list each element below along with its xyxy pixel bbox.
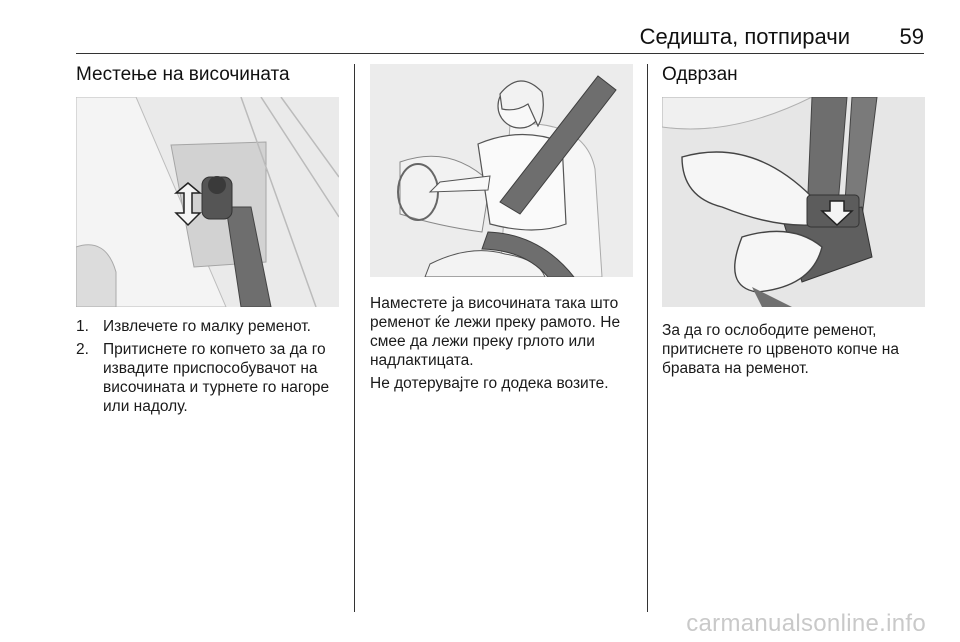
section-heading-unfasten: Одврзан xyxy=(662,64,738,85)
step-number: 2. xyxy=(76,341,89,358)
section-heading-height-adjust: Местење на височината xyxy=(76,64,290,85)
column-divider-2 xyxy=(647,64,648,612)
height-adjuster-drawing xyxy=(76,97,339,307)
watermark: carmanualsonline.info xyxy=(686,610,926,637)
illustration-height-adjuster xyxy=(76,97,339,307)
paragraph-unfasten: За да го ослободите ременот, притиснете го црвеното копче на бравата на ременот. xyxy=(662,322,899,377)
unfasten-drawing xyxy=(662,97,925,307)
illustration-belt-position xyxy=(370,64,633,277)
step-1 xyxy=(76,317,346,336)
step-text: Извлечете го малку ременот. xyxy=(103,318,311,335)
illustration-unfasten xyxy=(662,97,925,307)
step-text: Притиснете го копчето за да го извадите приспособувачот на височината и турнете го нагоре или надолу. xyxy=(103,341,330,415)
paragraph-belt-position: Наместете ја височината така што ременот ќе лежи преку рамото. Не смее да лежи преку грлото или надлактицата. xyxy=(370,295,621,369)
page-header xyxy=(0,0,960,54)
running-title: Седишта, потпирачи xyxy=(639,24,850,49)
adjust-steps-list xyxy=(76,317,346,420)
belt-position-drawing xyxy=(370,64,633,277)
column-divider-1 xyxy=(354,64,355,612)
paragraph-no-adjust-while-driving: Не дотерувајте го додека возите. xyxy=(370,375,609,392)
step-number: 1. xyxy=(76,318,89,335)
step-2 xyxy=(76,340,346,416)
header-rule xyxy=(76,53,924,54)
page-number: 59 xyxy=(899,24,924,49)
